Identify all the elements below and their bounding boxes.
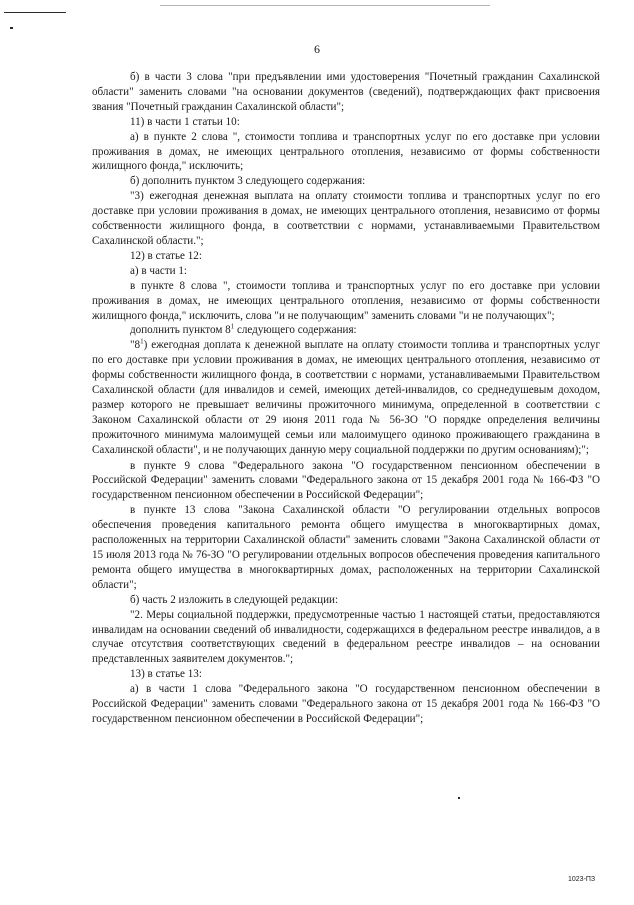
paragraph-11: в пункте 9 слова "Федерального закона "О государственном пенсионном обеспечении в Российской Федерации" заменить словами "Федерального закона от 15 декабря 2001 года № 166-ФЗ "О государственном пенсионном обеспечении в Российской Федерации"; bbox=[92, 459, 600, 502]
paragraph-10-superscript: 1 bbox=[140, 337, 144, 346]
paragraph-10-after: ) ежегодная доплата к денежной выплате на оплату стоимости топлива и транспортных услуг по его доставке при условии проживания в домах, не имеющих центрального отопления, независимо от формы собственности жилищного фонда, в соответствии с нормами, устанавливаемыми Правительством Сахалинской области (для инвалидов и семей, имеющих детей-инвалидов, со среднедушевым доходом, размер которого не превышает величины прожиточного минимума, определенной в соответствии с Законом Сахалинской области от 29 июня 2011 года № 56-ЗО "О порядке определения величины прожиточного минимума малоимущей семьи или малоимущего одиноко проживающего гражданина в Сахалинской области", и не получающих данную меру социальной поддержки по другим основаниям);"; bbox=[92, 339, 600, 456]
paragraph-1: б) в части 3 слова "при предъявлении ими удостоверения "Почетный гражданин Сахалинской области" заменить словами "на основании документов (сведений), подтверждающих факт присвоения звания "Почетный гражданин Сахалинской области"; bbox=[92, 71, 600, 113]
paragraph-8: в пункте 8 слова ", стоимости топлива и транспортных услуг по его доставке при условии проживания в домах, не имеющих центрального отопления, независимо от формы собственности жилищного фонда," исключить, слова "и не получающим" заменить словами "и не получающих"; bbox=[92, 279, 600, 322]
paragraph-9-superscript: 1 bbox=[230, 322, 235, 331]
page-number: 6 bbox=[314, 42, 320, 56]
paragraph-3: а) в пункте 2 слова ", стоимости топлива и транспортных услуг по его доставке при условии проживания в домах, не имеющих центрального отопления, независимо от формы собственности жилищного фонда," исключить; bbox=[92, 130, 600, 173]
scan-dot-top bbox=[10, 27, 13, 29]
paragraph-10 bbox=[92, 338, 600, 457]
paragraph-2: 11) в части 1 статьи 10: bbox=[130, 115, 240, 128]
paragraph-14: "2. Меры социальной поддержки, предусмотренные частью 1 настоящей статьи, предоставляются инвалидам на основании сведений об инвалидности, содержащихся в федеральном реестре инвалидов, а в случае отсутствия соответствующих сведений в федеральном реестре инвалидов – на основании представленных заявителем документов."; bbox=[92, 608, 600, 666]
paragraph-6: 12) в статье 12: bbox=[130, 249, 202, 262]
paragraph-10-before: "8 bbox=[130, 339, 141, 352]
paragraph-16: а) в части 1 слова "Федерального закона "О государственном пенсионном обеспечении в Российской Федерации" заменить словами "Федерального закона от 15 декабря 2001 года № 166-ФЗ "О государственном пенсионном обеспечении в Российской Федерации"; bbox=[92, 683, 600, 725]
paragraph-9-after: следующего содержания: bbox=[234, 324, 357, 337]
paragraph-9-before: дополнить пунктом 8 bbox=[130, 324, 231, 337]
paragraph-4: б) дополнить пунктом 3 следующего содержания: bbox=[130, 175, 366, 188]
paragraph-5: "3) ежегодная денежная выплата на оплату стоимости топлива и транспортных услуг по его доставке при условии проживания в домах, не имеющих центрального отопления, независимо от формы собственности жилищного фонда, в соответствии с нормами, устанавливаемыми Правительством Сахалинской области."; bbox=[92, 190, 600, 247]
scan-line-top-left bbox=[4, 12, 66, 13]
document-body bbox=[92, 70, 600, 727]
document-code: 1023-ПЗ bbox=[568, 876, 596, 883]
paragraph-12: в пункте 13 слова "Закона Сахалинской области "О регулировании отдельных вопросов обеспечения проведения капитального ремонта общего имущества в многоквартирных домах, расположенных на территории Сахалинской области" заменить словами "Закона Сахалинской области от 15 июля 2013 года № 76-ЗО "О регулировании отдельных вопросов обеспечения проведения капитального ремонта общего имущества в многоквартирных домах, расположенных на территории Сахалинской области"; bbox=[92, 504, 600, 591]
scan-line-top-center bbox=[160, 5, 490, 6]
paragraph-15: 13) в статье 13: bbox=[130, 668, 202, 681]
paragraph-9 bbox=[92, 323, 600, 338]
paragraph-13: б) часть 2 изложить в следующей редакции: bbox=[130, 593, 339, 606]
scan-dot-bottom bbox=[458, 797, 460, 799]
paragraph-7: а) в части 1: bbox=[130, 264, 188, 277]
